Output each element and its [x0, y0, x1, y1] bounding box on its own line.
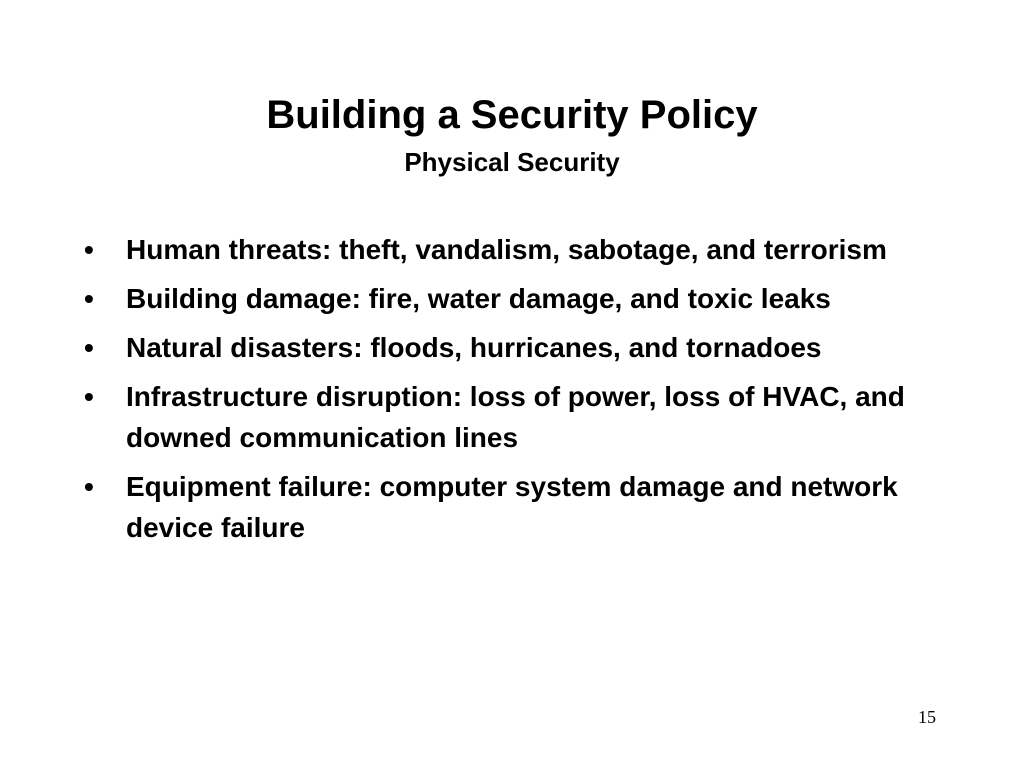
bullet-text: Building damage: fire, water damage, and toxic leaks	[126, 283, 831, 314]
bullet-icon: •	[84, 381, 94, 412]
bullet-text: Equipment failure: computer system damage and network device failure	[126, 471, 898, 543]
bullet-item-human-threats	[84, 229, 964, 270]
bullet-icon: •	[84, 283, 94, 314]
bullet-icon: •	[84, 471, 94, 502]
slide-title: Building a Security Policy	[266, 93, 758, 137]
bullet-item-equipment-failure	[84, 466, 964, 548]
bullet-item-building-damage	[84, 278, 964, 319]
bullet-item-infrastructure-disruption	[84, 376, 964, 458]
bullet-list	[84, 229, 964, 556]
bullet-text: Infrastructure disruption: loss of power, loss of HVAC, and downed communication lines	[126, 381, 905, 453]
bullet-icon: •	[84, 234, 94, 265]
bullet-text: Human threats: theft, vandalism, sabotage, and terrorism	[126, 234, 887, 265]
slide-subtitle: Physical Security	[404, 147, 620, 177]
bullet-item-natural-disasters	[84, 327, 964, 368]
bullet-text: Natural disasters: floods, hurricanes, and tornadoes	[126, 332, 822, 363]
bullet-icon: •	[84, 332, 94, 363]
page-number: 15	[918, 707, 936, 727]
